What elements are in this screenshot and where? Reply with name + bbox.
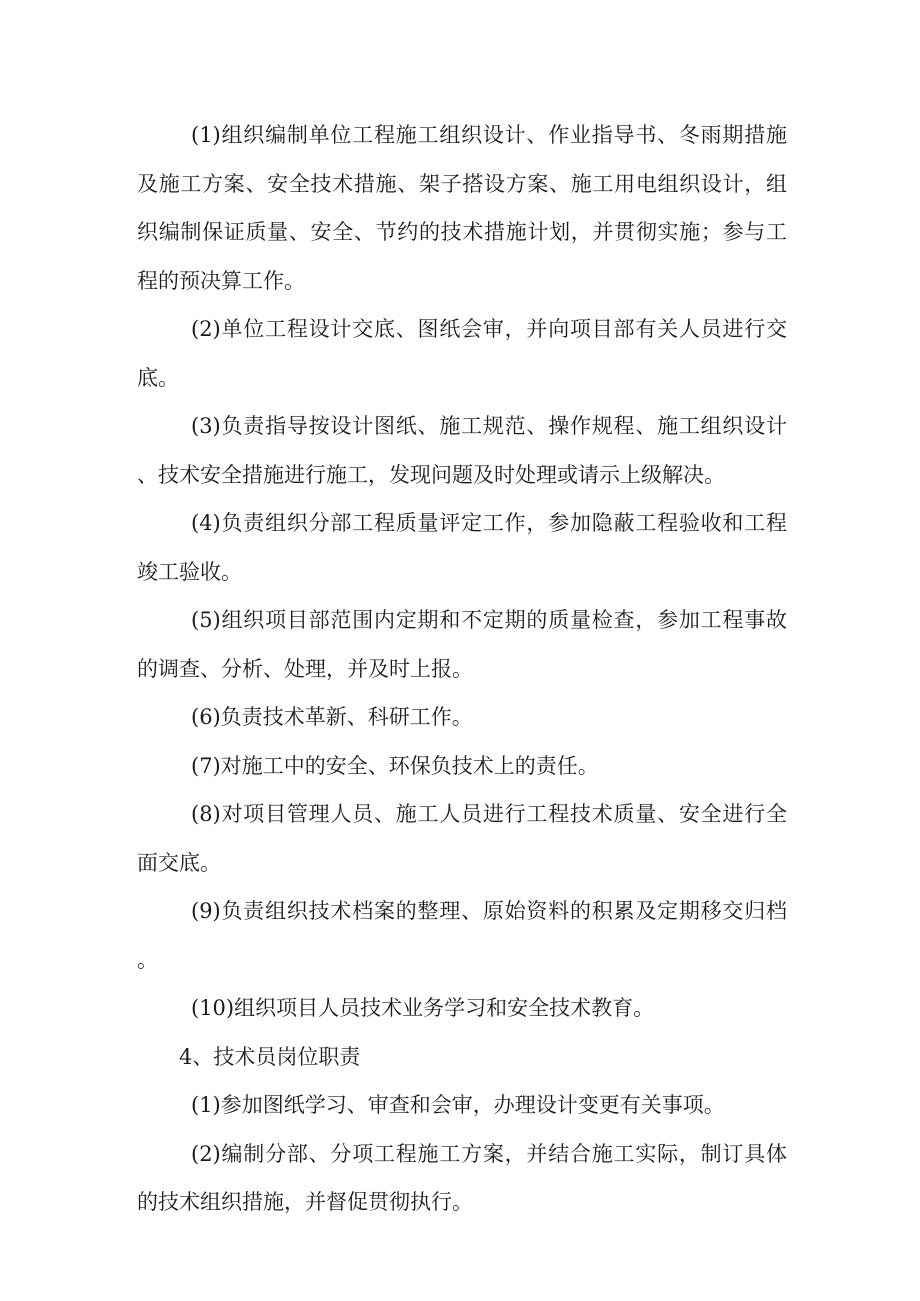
paragraph-4: (4)负责组织分部工程质量评定工作，参加隐蔽工程验收和工程竣工验收。 (137, 511, 787, 584)
paragraph-1: (1)组织编制单位工程施工组织设计、作业指导书、冬雨期措施及施工方案、安全技术措施、架子搭设方案、施工用电组织设计，组织编制保证质量、安全、节约的技术措施计划，并贯彻实施；参与工程的预决算工作。 (137, 123, 787, 293)
paragraph-2: (2)单位工程设计交底、图纸会审，并向项目部有关人员进行交底。 (137, 317, 787, 390)
document-body (137, 111, 787, 1227)
paragraph-8: (8)对项目管理人员、施工人员进行工程技术质量、安全进行全面交底。 (137, 802, 787, 875)
paragraph-7: (7)对施工中的安全、环保负技术上的责任。 (191, 753, 599, 778)
section-heading: 4、技术员岗位职责 (179, 1044, 361, 1069)
paragraph-6: (6)负责技术革新、科研工作。 (191, 705, 473, 729)
technician-duty-2: (2)编制分部、分项工程施工方案，并结合施工实际，制订具体的技术组织措施，并督促贯彻执行。 (137, 1141, 787, 1214)
technician-duty-1: (1)参加图纸学习、审查和会审，办理设计变更有关事项。 (191, 1093, 725, 1117)
paragraph-10: (10)组织项目人员技术业务学习和安全技术教育。 (191, 996, 655, 1020)
paragraph-9: (9)负责组织技术档案的整理、原始资料的积累及定期移交归档。 (137, 899, 787, 972)
paragraph-5: (5)组织项目部范围内定期和不定期的质量检查，参加工程事故的调查、分析、处理，并及时上报。 (137, 608, 787, 681)
paragraph-3: (3)负责指导按设计图纸、施工规范、操作规程、施工组织设计、技术安全措施进行施工，发现问题及时处理或请示上级解决。 (137, 414, 787, 487)
